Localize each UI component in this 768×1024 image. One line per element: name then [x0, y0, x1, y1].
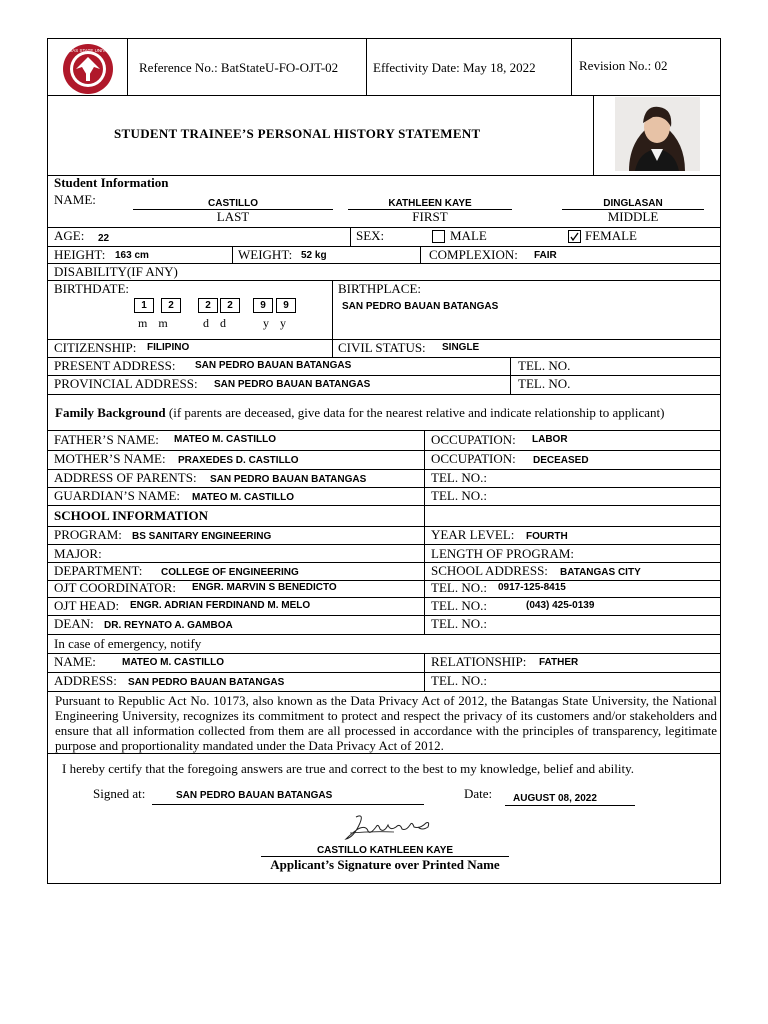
citizenship-label: CITIZENSHIP:	[54, 340, 137, 355]
coordinator-tel-label: TEL. NO.:	[431, 580, 487, 595]
mother-occupation-label: OCCUPATION:	[431, 451, 516, 466]
provincial-address-label: PROVINCIAL ADDRESS:	[54, 376, 198, 391]
personal-history-form	[47, 38, 721, 884]
emergency-tel-label: TEL. NO.:	[431, 673, 487, 688]
guardian-tel-label: TEL. NO.:	[431, 488, 487, 503]
disability-label: DISABILITY(IF ANY)	[54, 264, 178, 279]
program-value: BS SANITARY ENGINEERING	[132, 531, 272, 542]
middle-caption: MIDDLE	[607, 209, 659, 224]
birth-dd-caption: d d	[203, 316, 226, 330]
first-caption: FIRST	[412, 209, 448, 224]
data-privacy-statement: Pursuant to Republic Act No. 10173, also known as the Data Privacy Act of 2012, the Batangas State University, the National Engineering University, recognizes its commitment to protect and respect the privacy of its customers and/or stakeholders and ensure that all information collected from them are all processed in accordance with the principles of transparency, legitimate purpose and proportionality mandated under the Data Privacy Act of 2012.	[55, 693, 717, 753]
ojt-head-label: OJT HEAD:	[54, 598, 120, 613]
female-checkbox[interactable]	[568, 230, 581, 243]
height-value: 163 cm	[115, 250, 149, 261]
ojt-coordinator-value: ENGR. MARVIN S BENEDICTO	[192, 582, 337, 593]
birthplace-label: BIRTHPLACE:	[338, 281, 422, 296]
provincial-address-value: SAN PEDRO BAUAN BATANGAS	[214, 379, 371, 390]
mother-occupation-value: DECEASED	[533, 455, 589, 466]
birth-year-digit-1: 9	[253, 298, 273, 313]
ojt-coordinator-label: OJT COORDINATOR:	[54, 580, 176, 595]
last-caption: LAST	[216, 209, 250, 224]
dean-label: DEAN:	[54, 616, 94, 631]
applicant-photo	[615, 97, 700, 171]
name-label: NAME:	[54, 192, 96, 207]
family-heading: Family Background	[55, 405, 166, 420]
reference-number: Reference No.: BatStateU-FO-OJT-02	[139, 60, 339, 75]
birth-day-digit-2: 2	[220, 298, 240, 313]
family-heading-line	[55, 405, 664, 420]
emergency-address-label: ADDRESS:	[54, 673, 117, 688]
mother-name-value: PRAXEDES D. CASTILLO	[178, 455, 299, 466]
father-occupation-label: OCCUPATION:	[431, 432, 516, 447]
complexion-value: FAIR	[534, 250, 557, 261]
present-address-label: PRESENT ADDRESS:	[54, 358, 176, 373]
date-value: AUGUST 08, 2022	[513, 793, 597, 804]
year-level-value: FOURTH	[526, 531, 568, 542]
sex-label: SEX:	[356, 228, 385, 243]
school-address-value: BATANGAS CITY	[560, 567, 641, 578]
father-name-value: MATEO M. CASTILLO	[174, 434, 277, 445]
birth-yy-caption: y y	[263, 316, 286, 330]
signature-caption: Applicant’s Signature over Printed Name	[270, 857, 500, 872]
age-value: 22	[98, 233, 110, 244]
relationship-value: FATHER	[539, 657, 579, 668]
citizenship-value: FILIPINO	[147, 342, 190, 353]
signed-at-label: Signed at:	[93, 786, 146, 801]
applicant-signature	[342, 811, 434, 843]
head-tel-value: (043) 425-0139	[526, 600, 595, 611]
family-note: (if parents are deceased, give data for the nearest relative and indicate relationship to applicant)	[168, 405, 665, 420]
present-tel-label: TEL. NO.	[518, 358, 571, 373]
father-occupation-value: LABOR	[532, 434, 568, 445]
form-title: STUDENT TRAINEE’S PERSONAL HISTORY STATEMENT	[114, 126, 481, 141]
head-tel-label: TEL. NO.:	[431, 598, 487, 613]
school-address-label: SCHOOL ADDRESS:	[431, 563, 548, 578]
father-name-label: FATHER’S NAME:	[54, 432, 159, 447]
program-label: PROGRAM:	[54, 527, 122, 542]
last-name-value: CASTILLO	[208, 198, 258, 209]
parents-tel-label: TEL. NO.:	[431, 470, 487, 485]
male-checkbox[interactable]	[432, 230, 445, 243]
major-label: MAJOR:	[54, 546, 102, 561]
student-info-heading: Student Information	[54, 175, 169, 190]
weight-label: WEIGHT:	[238, 247, 293, 262]
age-label: AGE:	[54, 228, 85, 243]
female-label: FEMALE	[585, 228, 637, 243]
birth-month-digit-1: 1	[134, 298, 154, 313]
male-label: MALE	[450, 228, 487, 243]
dean-value: DR. REYNATO A. GAMBOA	[104, 620, 233, 631]
department-value: COLLEGE OF ENGINEERING	[161, 567, 299, 578]
year-level-label: YEAR LEVEL:	[431, 527, 515, 542]
mother-name-label: MOTHER’S NAME:	[54, 451, 166, 466]
printed-name-value: CASTILLO KATHLEEN KAYE	[316, 845, 454, 856]
emergency-address-value: SAN PEDRO BAUAN BATANGAS	[128, 677, 285, 688]
emergency-name-label: NAME:	[54, 654, 96, 669]
ojt-head-value: ENGR. ADRIAN FERDINAND M. MELO	[130, 600, 311, 611]
dean-tel-label: TEL. NO.:	[431, 616, 487, 631]
provincial-tel-label: TEL. NO.	[518, 376, 571, 391]
birth-day-digit-1: 2	[198, 298, 218, 313]
guardian-name-label: GUARDIAN’S NAME:	[54, 488, 181, 503]
civil-status-value: SINGLE	[442, 342, 480, 353]
birth-month-digit-2: 2	[161, 298, 181, 313]
parents-address-value: SAN PEDRO BAUAN BATANGAS	[210, 474, 367, 485]
complexion-label: COMPLEXION:	[429, 247, 518, 262]
birthplace-value: SAN PEDRO BAUAN BATANGAS	[342, 301, 499, 312]
date-label: Date:	[464, 786, 493, 801]
weight-value: 52 kg	[301, 250, 327, 261]
civil-status-label: CIVIL STATUS:	[338, 340, 426, 355]
present-address-value: SAN PEDRO BAUAN BATANGAS	[195, 360, 352, 371]
effectivity-date: Effectivity Date: May 18, 2022	[373, 60, 536, 75]
certification-text: I hereby certify that the foregoing answers are true and correct to the best to my knowledge, belief and ability.	[62, 761, 635, 776]
emergency-heading: In case of emergency, notify	[54, 636, 202, 651]
program-length-label: LENGTH OF PROGRAM:	[431, 546, 575, 561]
svg-text:BATANGAS STATE UNIVERSITY: BATANGAS STATE UNIVERSITY	[56, 48, 120, 53]
revision-number: Revision No.: 02	[579, 58, 668, 73]
parents-address-label: ADDRESS OF PARENTS:	[54, 470, 197, 485]
relationship-label: RELATIONSHIP:	[431, 654, 527, 669]
birthdate-label: BIRTHDATE:	[54, 281, 130, 296]
department-label: DEPARTMENT:	[54, 563, 143, 578]
university-seal-logo	[56, 43, 120, 95]
school-info-heading: SCHOOL INFORMATION	[54, 508, 208, 523]
signed-at-value: SAN PEDRO BAUAN BATANGAS	[176, 790, 333, 801]
birth-year-digit-2: 9	[276, 298, 296, 313]
first-name-value: KATHLEEN KAYE	[388, 198, 472, 209]
birth-mm-caption: m m	[138, 316, 168, 330]
emergency-name-value: MATEO M. CASTILLO	[122, 657, 225, 668]
height-label: HEIGHT:	[54, 247, 106, 262]
guardian-name-value: MATEO M. CASTILLO	[192, 492, 295, 503]
middle-name-value: DINGLASAN	[603, 198, 663, 209]
coordinator-tel-value: 0917-125-8415	[498, 582, 566, 593]
